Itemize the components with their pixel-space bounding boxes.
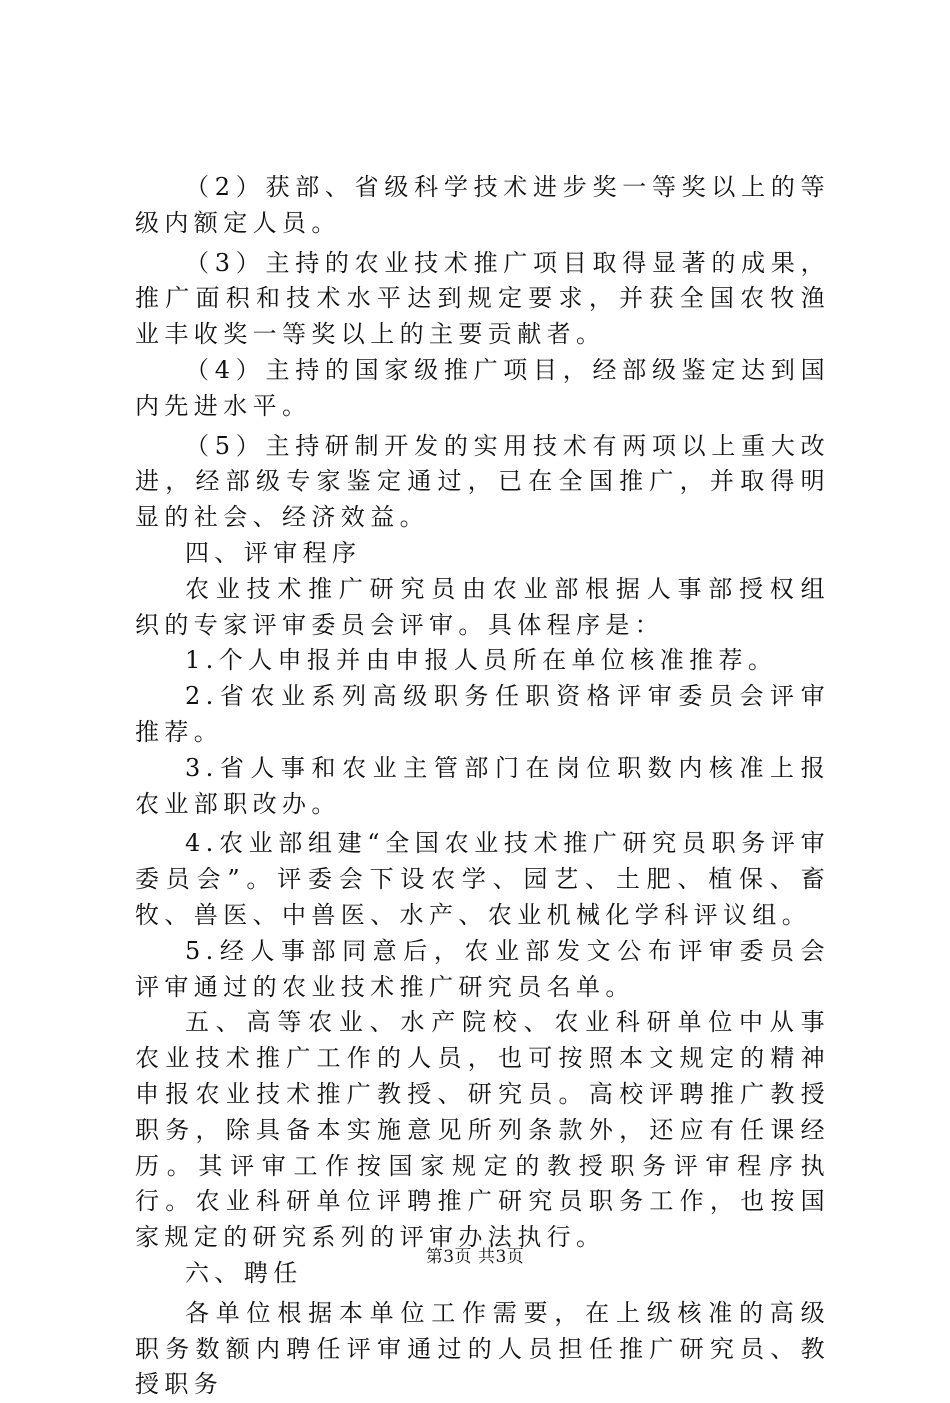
document-body xyxy=(135,170,830,1403)
paragraph-award-level: （2）获部、省级科学技术进步奖一等奖以上的等级内额定人员。 xyxy=(135,173,830,237)
paragraph-review-committee: 农业技术推广研究员由农业部根据人事部授权组织的专家评审委员会评审。具体程序是： xyxy=(135,574,830,639)
section-five-paragraph: 五、高等农业、水产院校、农业科研单位中从事农业技术推广工作的人员，也可按照本文规定的精神申报农业技术推广教授、研究员。高校评聘推广教授职务，除具备本实施意见所列条款外，还应有任课经历。其评审工作按国家规定的教授职务评审程序执行。农业科研单位评聘推广研究员职务工作，也按国家规定的研究系列的评审办法执行。 xyxy=(135,1008,830,1252)
paragraph-technical-improvement: （5）主持研制开发的实用技术有两项以上重大改进，经部级专家鉴定通过，已在全国推广，并取得明显的社会、经济效益。 xyxy=(135,431,830,532)
paragraph-harvest-award: （3）主持的农业技术推广项目取得显著的成果，推广面积和技术水平达到规定要求，并获全国农牧渔业丰收奖一等奖以上的主要贡献者。 xyxy=(135,248,830,349)
section-heading-appointment: 六、聘任 xyxy=(185,1258,303,1287)
paragraph-national-project: （4）主持的国家级推广项目，经部级鉴定达到国内先进水平。 xyxy=(135,355,830,420)
section-heading-review-procedure: 四、评审程序 xyxy=(185,538,362,567)
paragraph-appointment: 各单位根据本单位工作需要，在上级核准的高级职务数额内聘任评审通过的人员担任推广研究员、教授职务 xyxy=(135,1298,830,1399)
procedure-step-3: 3.省人事和农业主管部门在岗位职数内核准上报农业部职改办。 xyxy=(135,753,830,818)
procedure-step-4: 4.农业部组建“全国农业技术推广研究员职务评审委员会”。评委会下设农学、园艺、土肥、植保、畜牧、兽医、中兽医、水产、农业机械化学科评议组。 xyxy=(135,829,830,929)
procedure-step-5: 5.经人事部同意后，农业部发文公布评审委员会评审通过的农业技术推广研究员名单。 xyxy=(135,936,830,1001)
procedure-step-1: 1.个人申报并由申报人员所在单位核准推荐。 xyxy=(185,646,778,675)
page-number-footer: 第3页 共3页 xyxy=(425,1247,525,1267)
procedure-step-2: 2.省农业系列高级职务任职资格评审委员会评审推荐。 xyxy=(135,682,830,746)
